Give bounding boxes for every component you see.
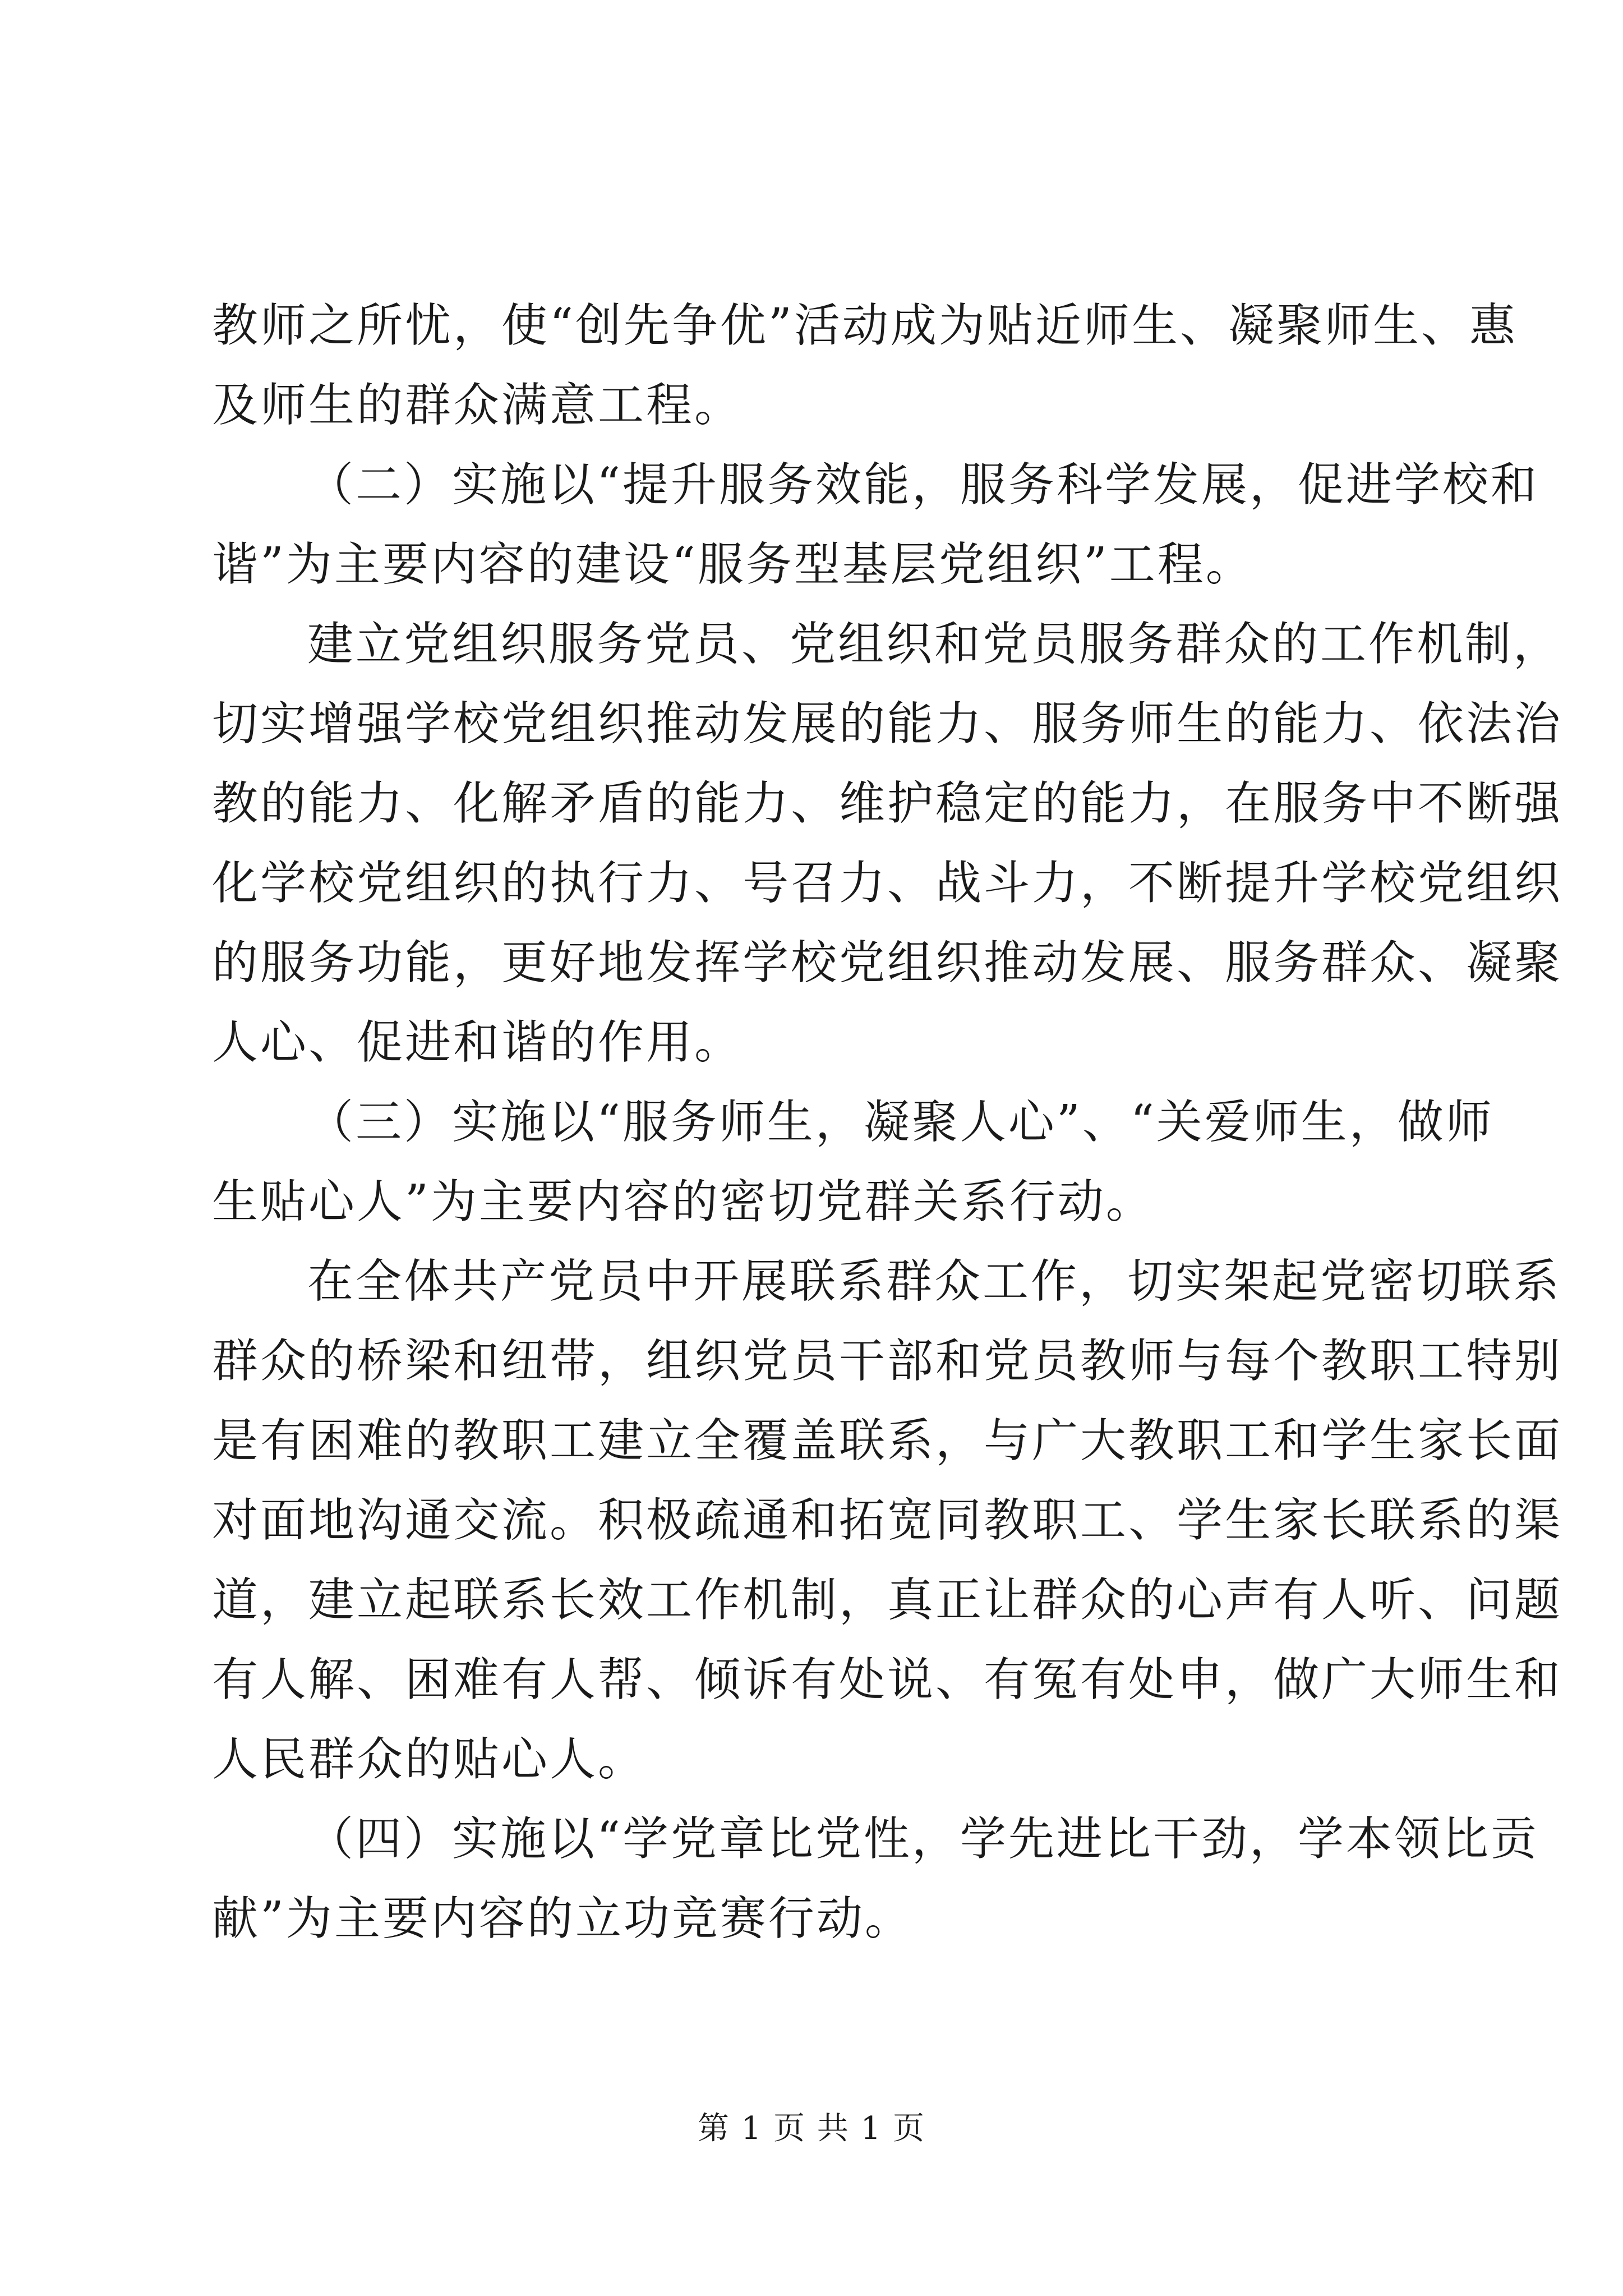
- section-heading-line: 生贴心人”为主要内容的密切党群关系行动。: [212, 1175, 1154, 1228]
- text-line: 有人解、困难有人帮、倾诉有处说、有冤有处申，做广大师生和: [212, 1653, 1563, 1706]
- section-heading-line: 献”为主要内容的立功竞赛行动。: [212, 1892, 913, 1945]
- text-line: 的服务功能，更好地发挥学校党组织推动发展、服务群众、凝聚: [212, 936, 1563, 990]
- text-line: 教师之所忧，使“创先争优”活动成为贴近师生、凝聚师生、惠: [212, 299, 1518, 352]
- text-line: 群众的桥梁和纽带，组织党员干部和党员教师与每个教职工特别: [212, 1335, 1563, 1388]
- text-line: 建立党组织服务党员、党组织和党员服务群众的工作机制，: [307, 618, 1562, 671]
- text-line: 是有困难的教职工建立全覆盖联系，与广大教职工和学生家长面: [212, 1414, 1563, 1467]
- text-line: 及师生的群众满意工程。: [212, 379, 743, 432]
- page-footer: 第 1 页 共 1 页: [697, 2110, 926, 2147]
- text-line: 切实增强学校党组织推动发展的能力、服务师生的能力、依法治: [212, 697, 1563, 751]
- text-line: 对面地沟通交流。积极疏通和拓宽同教职工、学生家长联系的渠: [212, 1494, 1563, 1547]
- text-line: 人民群众的贴心人。: [212, 1733, 647, 1786]
- text-line: 人心、促进和谐的作用。: [212, 1016, 743, 1069]
- section-heading-line: （二）实施以“提升服务效能，服务科学发展，促进学校和: [307, 458, 1539, 512]
- text-line: 道，建立起联系长效工作机制，真正让群众的心声有人听、问题: [212, 1573, 1563, 1627]
- document-body: [212, 286, 1563, 1959]
- section-heading-line: （三）实施以“服务师生，凝聚人心”、“关爱师生，做师: [307, 1096, 1494, 1149]
- text-line: 在全体共产党员中开展联系群众工作，切实架起党密切联系: [307, 1255, 1562, 1308]
- text-line: 化学校党组织的执行力、号召力、战斗力，不断提升学校党组织: [212, 857, 1563, 910]
- section-heading-line: （四）实施以“学党章比党性，学先进比干劲，学本领比贡: [307, 1812, 1539, 1866]
- section-heading-line: 谐”为主要内容的建设“服务型基层党组织”工程。: [212, 538, 1254, 591]
- text-line: 教的能力、化解矛盾的能力、维护稳定的能力，在服务中不断强: [212, 777, 1563, 830]
